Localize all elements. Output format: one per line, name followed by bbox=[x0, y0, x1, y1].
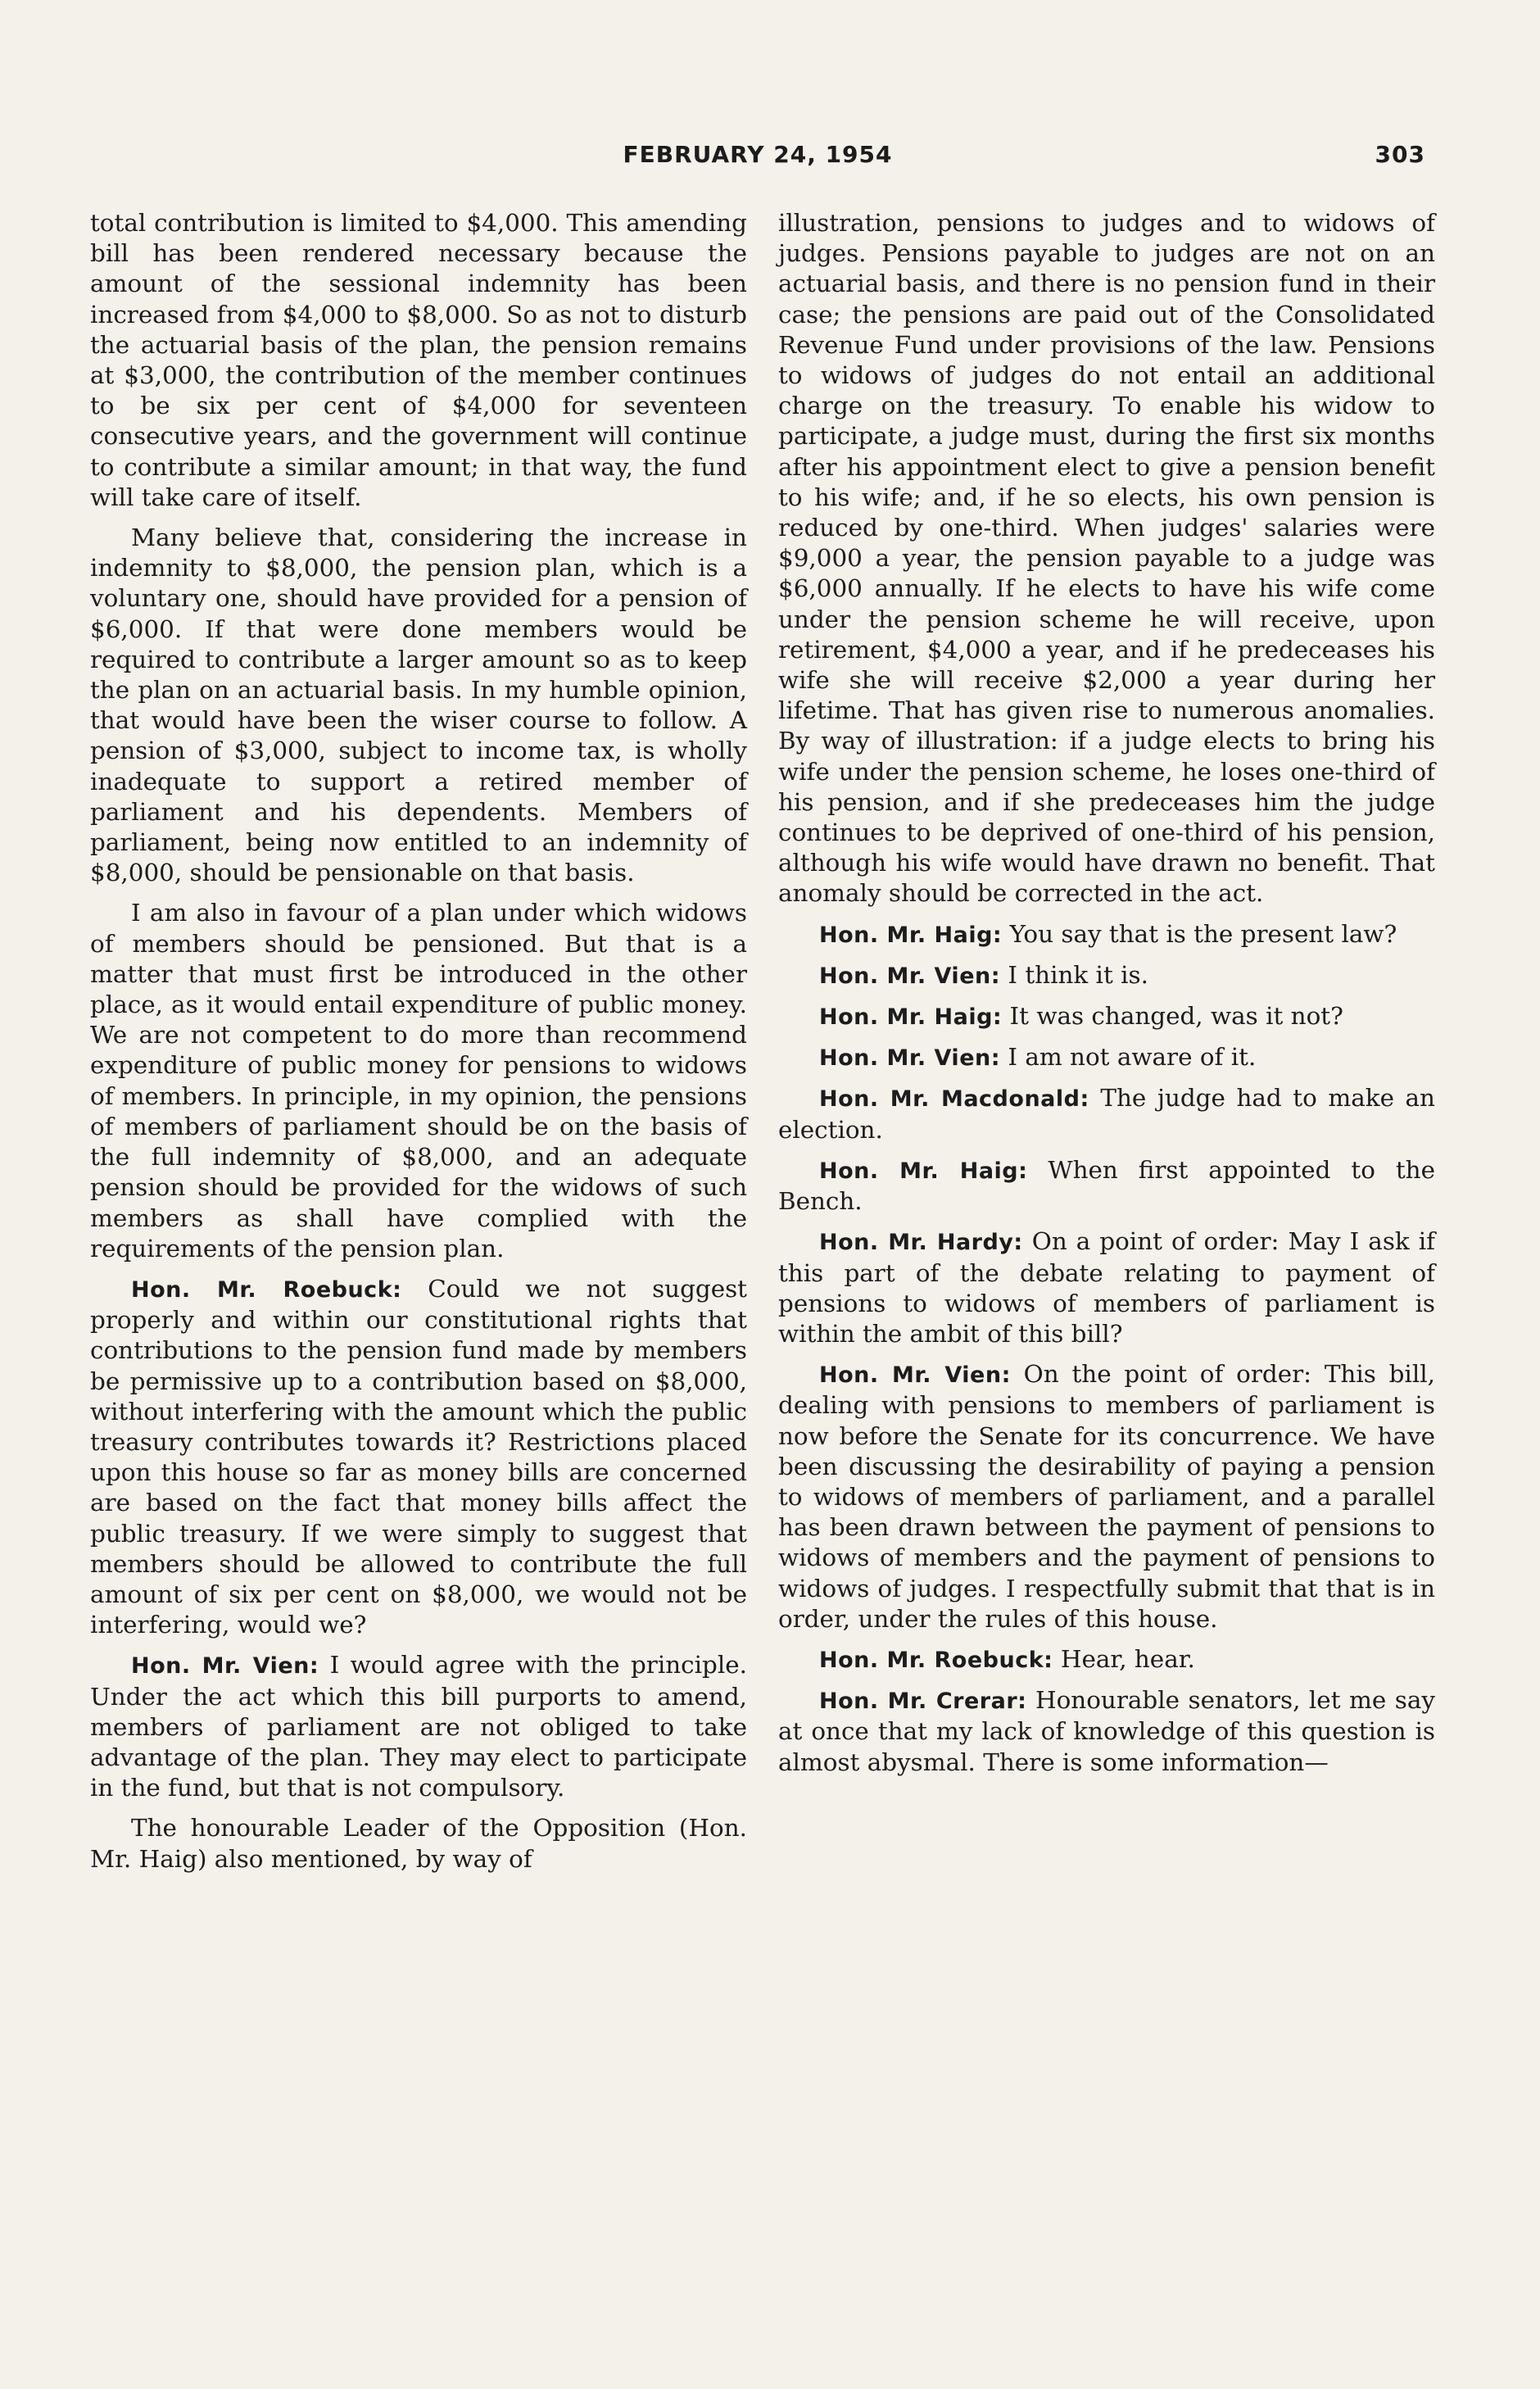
paragraph: I am also in favour of a plan under which widows of members should be pensioned. But that is a matter that must first be introduced in the other place, as it would entail expenditure of public money. We are not competent to do more than recommend expenditure of public money for pensions to widows of members. In principle, in my opinion, the pensions of members of parliament should be on the basis of the full indemnity of $8,000, and an adequate pension should be provided for the widows of such members as shall have complied with the requirements of the pension plan. bbox=[90, 899, 747, 1262]
speaker-name: Hon. Mr. Roebuck: bbox=[819, 1647, 1053, 1673]
paragraph: total contribution is limited to $4,000. This amending bill has been rendered necessary because the amount of the sessional indemnity has been increased from $4,000 to $8,000. So as not to disturb the actuarial basis of the plan, the pension remains at $3,000, the contribution of the member continues to be six per cent of $4,000 for seventeen consecutive years, and the government will continue to contribute a similar amount; in that way, the fund will take care of itself. bbox=[90, 209, 747, 511]
speaker-name: Hon. Mr. Haig: bbox=[819, 922, 1003, 948]
paragraph: Many believe that, considering the increase in indemnity to $8,000, the pension plan, which is a voluntary one, should have provided for a pension of $6,000. If that were done members would be required to contribute a larger amount so as to keep the plan on an actuarial basis. In my humble opinion, that would have been the wiser course to follow. A pension of $3,000, subject to income tax, is wholly inadequate to support a retired member of parliament and his dependents. Members of parliament, being now entitled to an indemnity of $8,000, should be pensionable on that basis. bbox=[90, 524, 747, 887]
speaker-name: Hon. Mr. Haig: bbox=[819, 1158, 1028, 1184]
page-number: 303 bbox=[1375, 141, 1425, 168]
speaker-name: Hon. Mr. Vien: bbox=[819, 963, 1001, 989]
speaker-name: Hon. Mr. Vien: bbox=[819, 1045, 1001, 1072]
speaker-name: Hon. Mr. Haig: bbox=[819, 1004, 1003, 1031]
speech-paragraph: Hon. Mr. Roebuck: Hear, hear. bbox=[819, 1644, 1195, 1673]
speaker-name: Hon. Mr. Vien: bbox=[131, 1653, 319, 1680]
speech-paragraph: Hon. Mr. Vien: I think it is. bbox=[819, 960, 1148, 989]
speech-paragraph: Hon. Mr. Haig: You say that is the present law? bbox=[819, 919, 1397, 948]
speech-paragraph: Hon. Mr. Haig: It was changed, was it not? bbox=[819, 1002, 1343, 1031]
right-column bbox=[778, 208, 1435, 1788]
page-header bbox=[90, 141, 1425, 174]
paragraph: The honourable Leader of the Opposition (Hon. Mr. Haig) also mentioned, by way of bbox=[90, 1814, 747, 1873]
header-date: FEBRUARY 24, 1954 bbox=[623, 141, 893, 168]
left-column bbox=[90, 208, 747, 1884]
paragraph: illustration, pensions to judges and to widows of judges. Pensions payable to judges are not on an actuarial basis, and there is no pension fund in their case; the pensions are paid out of the Consolidated Revenue Fund under provisions of the law. Pensions to widows of judges do not entail an additional charge on the treasury. To enable his widow to participate, a judge must, during the first six months after his appointment elect to give a pension benefit to his wife; and, if he so elects, his own pension is reduced by one-third. When judges' salaries were $9,000 a year, the pension payable to a judge was $6,000 annually. If he elects to have his wife come under the pension scheme he will receive, upon retirement, $4,000 a year, and if he predeceases his wife she will receive $2,000 a year during her lifetime. That has given rise to numerous anomalies. By way of illustration: if a judge elects to bring his wife under the pension scheme, he loses one-third of his pension, and if she predeceases him the judge continues to be deprived of one-third of his pension, although his wife would have drawn no benefit. That anomaly should be corrected in the act. bbox=[778, 209, 1435, 908]
speaker-name: Hon. Mr. Crerar: bbox=[819, 1689, 1027, 1715]
speaker-name: Hon. Mr. Vien: bbox=[819, 1362, 1011, 1389]
speech-paragraph: Hon. Mr. Vien: I am not aware of it. bbox=[819, 1043, 1257, 1072]
speech-paragraph: Hon. Mr. Macdonald: The judge had to make an election. bbox=[778, 1084, 1435, 1144]
speech-paragraph: Hon. Mr. Haig: When first appointed to the Bench. bbox=[778, 1155, 1435, 1216]
speaker-name: Hon. Mr. Hardy: bbox=[819, 1230, 1023, 1256]
speech-paragraph: Hon. Mr. Vien: On the point of order: This bill, dealing with pensions to members of parliament is now before the Senate for its concurrence. We have been discussing the desirability of paying a pension to widows of members of parliament, and a parallel has been drawn between the payment of pensions to widows of members and the payment of pensions to widows of judges. I respectfully submit that that is in order, under the rules of this house. bbox=[778, 1360, 1435, 1633]
speech-paragraph: Hon. Mr. Vien: I would agree with the principle. Under the act which this bill purports to amend, members of parliament are not obliged to take advantage of the plan. They may elect to participate in the fund, but that is not compulsory. bbox=[90, 1651, 747, 1802]
speech-paragraph: Hon. Mr. Roebuck: Could we not suggest properly and within our constitutional rights that contributions to the pension fund made by members be permissive up to a contribution based on $8,000, without interfering with the amount which the public treasury contributes towards it? Restrictions placed upon this house so far as money bills are concerned are based on the fact that money bills affect the public treasury. If we were simply to suggest that members should be allowed to contribute the full amount of six per cent on $8,000, we would not be interfering, would we? bbox=[90, 1274, 747, 1639]
speech-paragraph: Hon. Mr. Crerar: Honourable senators, let me say at once that my lack of knowledge of this question is almost abysmal. There is some information— bbox=[778, 1686, 1435, 1776]
speaker-name: Hon. Mr. Roebuck: bbox=[131, 1276, 402, 1303]
speaker-name: Hon. Mr. Macdonald: bbox=[819, 1086, 1089, 1113]
speech-paragraph: Hon. Mr. Hardy: On a point of order: May I ask if this part of the debate relating to payment of pensions to widows of members of parliament is within the ambit of this bill? bbox=[778, 1227, 1436, 1348]
